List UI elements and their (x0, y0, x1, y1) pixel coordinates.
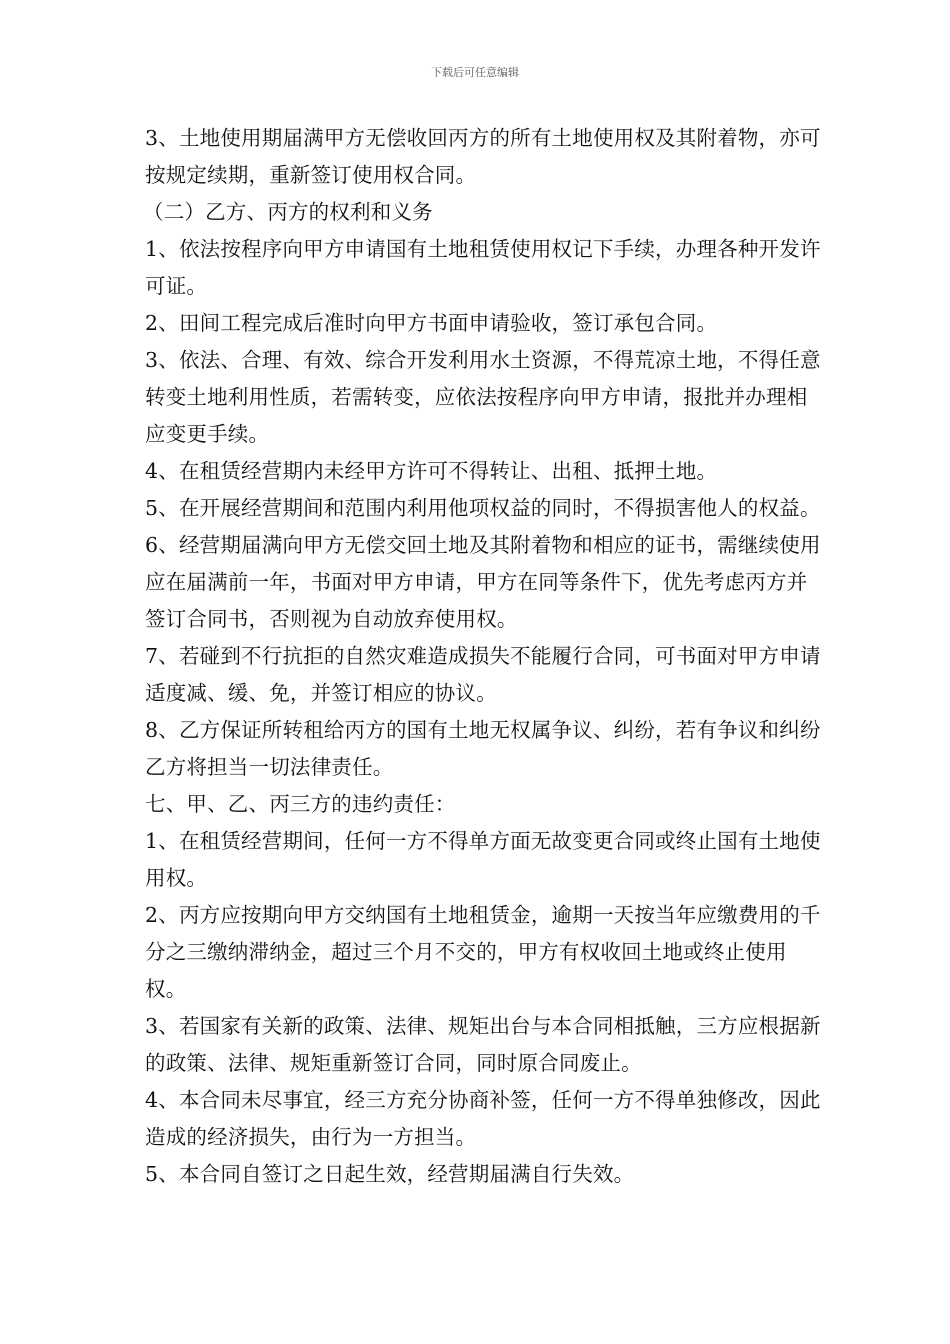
paragraph-14: 3、若国家有关新的政策、法律、规矩出台与本合同相抵触，三方应根据新的政策、法律、规矩重新签订合同，同时原合同废止。 (145, 1014, 821, 1075)
paragraph-12: 1、在租赁经营期间，任何一方不得单方面无故变更合同或终止国有土地使用权。 (145, 829, 821, 890)
section-heading-liability: 七、甲、乙、丙三方的违约责任： (145, 792, 456, 816)
paragraph-10: 8、乙方保证所转租给丙方的国有土地无权属争议、纠纷，若有争议和纠纷乙方将担当一切法律责任。 (145, 718, 821, 779)
page-header-note: 下载后可任意编辑 (431, 66, 519, 79)
paragraph-16: 5、本合同自签订之日起生效，经营期届满自行失效。 (145, 1162, 635, 1186)
section-heading-rights: （二）乙方、丙方的权利和义务 (143, 200, 433, 224)
paragraph-8: 6、经营期届满向甲方无偿交回土地及其附着物和相应的证书，需继续使用应在届满前一年，书面对甲方申请，甲方在同等条件下，优先考虑丙方并签订合同书，否则视为自动放弃使用权。 (145, 533, 821, 631)
paragraph-3: 1、依法按程序向甲方申请国有土地租赁使用权记下手续，办理各种开发许可证。 (145, 237, 821, 298)
paragraph-9: 7、若碰到不行抗拒的自然灾难造成损失不能履行合同，可书面对甲方申请适度减、缓、免，并签订相应的协议。 (145, 644, 821, 705)
paragraph-15: 4、本合同未尽事宜，经三方充分协商补签，任何一方不得单独修改，因此造成的经济损失，由行为一方担当。 (145, 1088, 821, 1149)
paragraph-7: 5、在开展经营期间和范围内利用他项权益的同时，不得损害他人的权益。 (145, 496, 821, 520)
paragraph-6: 4、在租赁经营期内未经甲方许可不得转让、出租、抵押土地。 (145, 459, 718, 483)
paragraph-5: 3、依法、合理、有效、综合开发利用水土资源，不得荒凉土地，不得任意转变土地利用性质，若需转变，应依法按程序向甲方申请，报批并办理相应变更手续。 (145, 348, 821, 446)
document-body (145, 120, 825, 1193)
paragraph-13: 2、丙方应按期向甲方交纳国有土地租赁金，逾期一天按当年应缴费用的千分之三缴纳滞纳金，超过三个月不交的，甲方有权收回土地或终止使用权。 (145, 903, 821, 1001)
paragraph-4: 2、田间工程完成后准时向甲方书面申请验收，签订承包合同。 (145, 311, 718, 335)
paragraph-1: 3、土地使用期届满甲方无偿收回丙方的所有土地使用权及其附着物，亦可按规定续期，重新签订使用权合同。 (145, 126, 821, 187)
